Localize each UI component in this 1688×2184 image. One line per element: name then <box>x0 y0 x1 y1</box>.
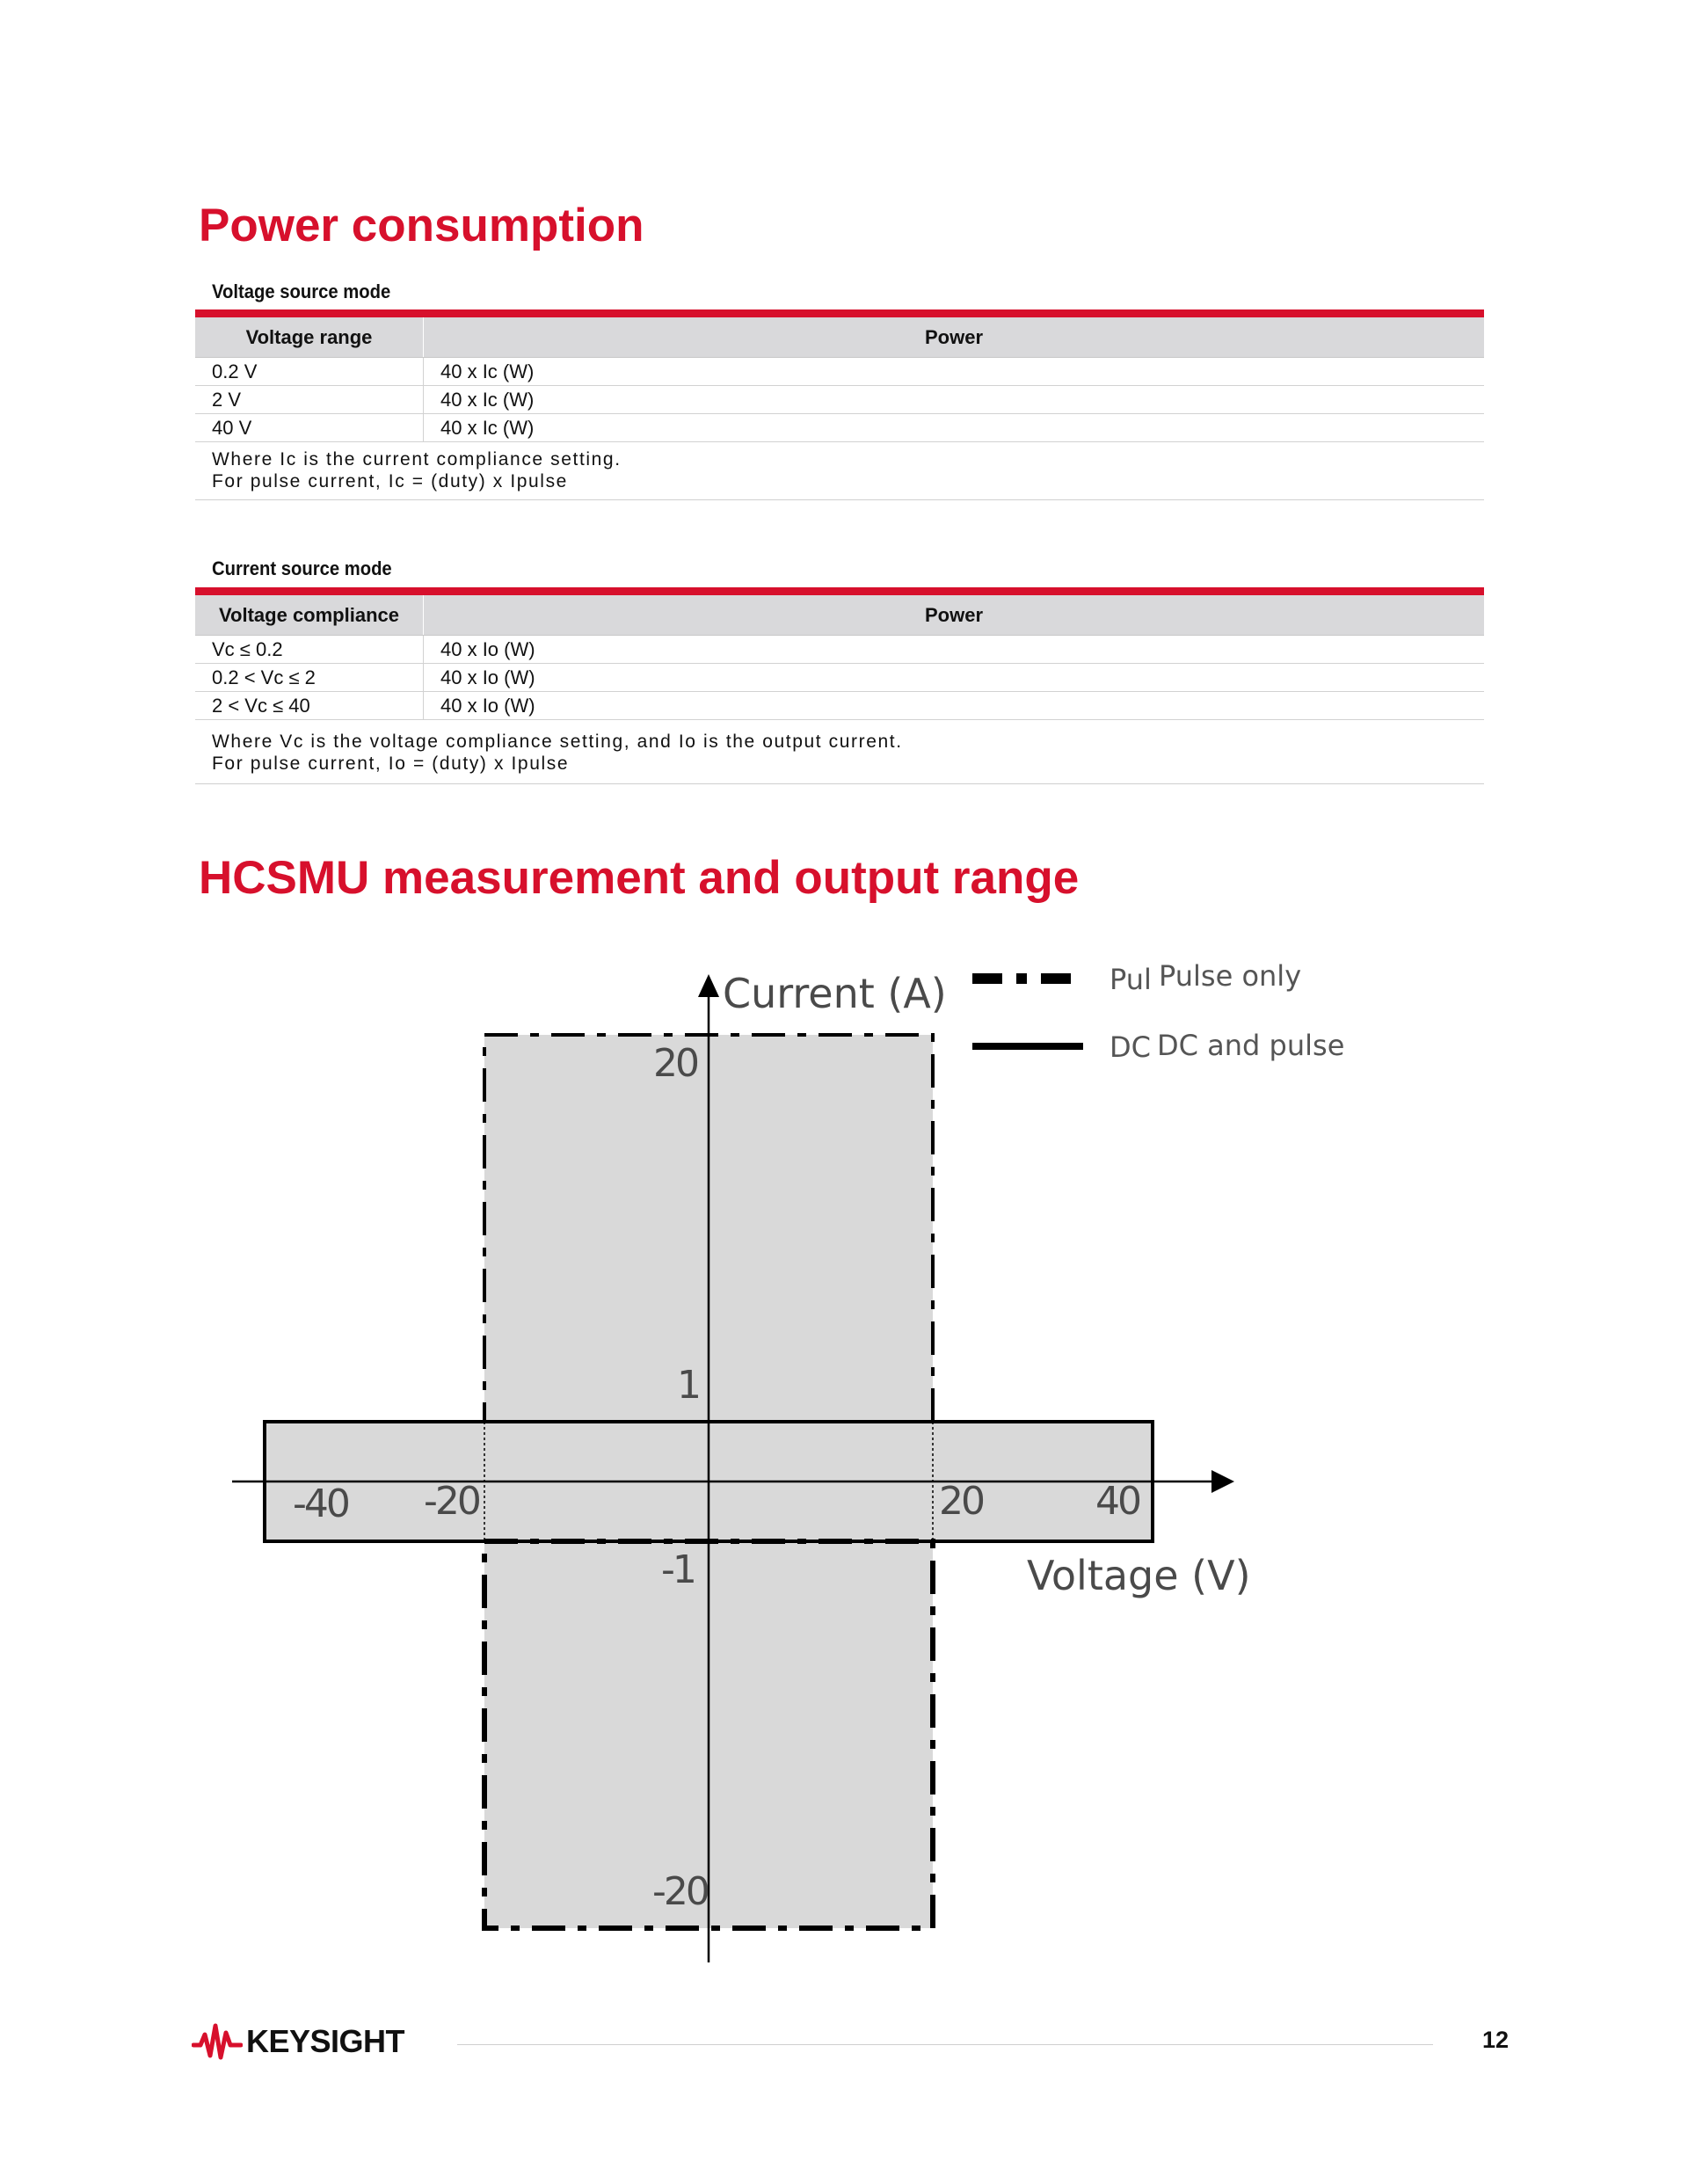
table-caption-current: Current source mode <box>212 557 392 579</box>
x-tick-label: 20 <box>939 1479 983 1524</box>
x-axis-arrow <box>1211 1470 1234 1493</box>
column-header: Power <box>424 314 1485 358</box>
keysight-wave-icon <box>192 2022 243 2061</box>
legend-label: DC and pulse <box>1157 1029 1345 1062</box>
y-tick-label: -20 <box>652 1869 708 1914</box>
section-title-hcsmu: HCSMU measurement and output range <box>199 852 1080 904</box>
legend-label: Pulse only <box>1159 959 1302 993</box>
table-cell: 40 x Io (W) <box>424 636 1485 664</box>
note-line: Where Ic is the current compliance setting. <box>212 449 622 470</box>
note-line: For pulse current, Ic = (duty) x Ipulse <box>212 471 568 491</box>
table-cell: 40 x Ic (W) <box>424 386 1485 414</box>
note-line: Where Vc is the voltage compliance setting, and Io is the output current. <box>212 732 903 752</box>
table-cell: 2 V <box>195 386 424 414</box>
section-title-power: Power consumption <box>199 200 644 251</box>
table-cell: 40 x Ic (W) <box>424 358 1485 386</box>
y-axis-title: Current (A) <box>723 970 947 1017</box>
y-axis-arrow <box>698 974 719 997</box>
note-line: For pulse current, Io = (duty) x Ipulse <box>212 753 570 774</box>
table-cell: Vc ≤ 0.2 <box>195 636 424 664</box>
x-axis-title: Voltage (V) <box>1027 1552 1251 1599</box>
x-tick-label: 40 <box>1095 1479 1139 1524</box>
table-cell: 2 < Vc ≤ 40 <box>195 692 424 720</box>
x-tick-label: -40 <box>293 1481 348 1526</box>
keysight-logo <box>192 2020 404 2063</box>
table-caption-voltage: Voltage source mode <box>212 280 391 302</box>
table-cell: 40 x Io (W) <box>424 664 1485 692</box>
x-tick-label: -20 <box>424 1479 479 1524</box>
column-header: Voltage compliance <box>195 592 424 636</box>
y-tick-label: 1 <box>677 1363 699 1408</box>
table-cell: 0.2 < Vc ≤ 2 <box>195 664 424 692</box>
page-number: 12 <box>1482 2027 1510 2053</box>
y-tick-label: 20 <box>653 1041 697 1086</box>
column-header: Voltage range <box>195 314 424 358</box>
table-cell: 40 x Ic (W) <box>424 414 1485 442</box>
table-cell: 40 V <box>195 414 424 442</box>
brand-wordmark: KEYSIGHT <box>246 2023 405 2059</box>
table-cell: 0.2 V <box>195 358 424 386</box>
column-header: Power <box>424 592 1485 636</box>
legend-overlap-text: DC <box>1110 1030 1151 1064</box>
y-tick-label: -1 <box>661 1547 695 1592</box>
footer-divider <box>457 2044 1433 2045</box>
legend-overlap-text: Pul <box>1110 963 1152 996</box>
table-cell: 40 x Io (W) <box>424 692 1485 720</box>
